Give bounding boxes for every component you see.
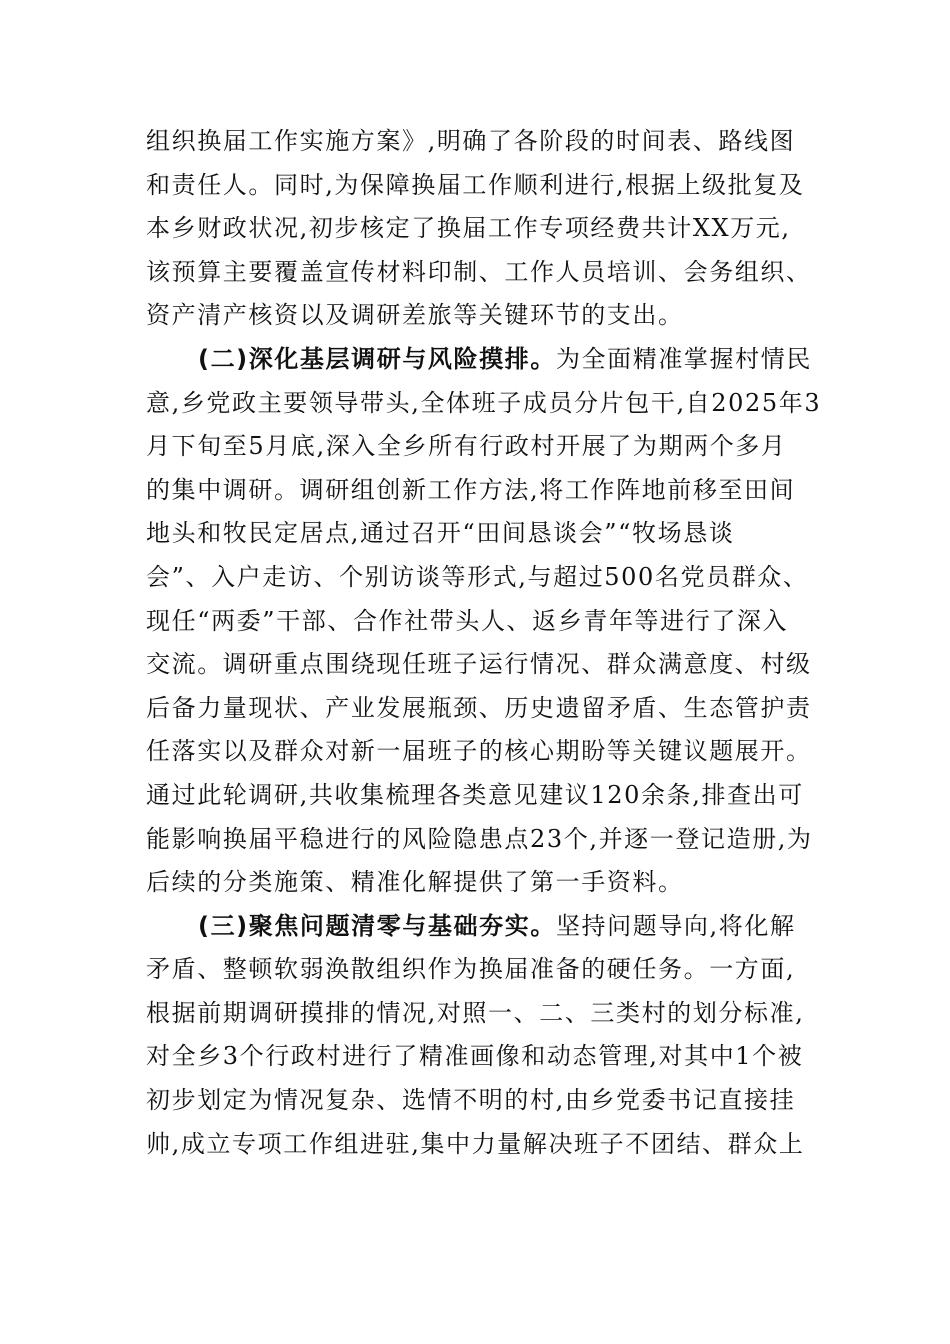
body-text-line [146, 643, 826, 687]
line-text: 资产清产核资以及调研差旅等关键环节的支出。 [146, 301, 684, 330]
line-text: 后续的分类施策、精准化解提供了第一手资料。 [146, 868, 684, 897]
body-text-line [146, 294, 826, 338]
body-text-line [146, 425, 826, 469]
line-text: 交流。调研重点围绕现任班子运行情况、群众满意度、村级 [146, 650, 812, 679]
body-text-line [146, 469, 826, 513]
body-text-line [146, 730, 826, 774]
line-text: 的集中调研。调研组创新工作方法,将工作阵地前移至田间 [146, 475, 796, 504]
body-text-line [146, 818, 826, 862]
line-text: 帅,成立专项工作组进驻,集中力量解决班子不团结、群众上 [146, 1129, 805, 1158]
line-text: 和责任人。同时,为保障换届工作顺利进行,根据上级批复及 [146, 170, 805, 199]
paragraph-heading: (二)深化基层调研与风险摸排。 [198, 344, 556, 373]
line-text: 意,乡党政主要领导带头,全体班子成员分片包干,自2025年3 [146, 388, 822, 417]
line-text: 后备力量现状、产业发展瓶颈、历史遗留矛盾、生态管护责 [146, 693, 812, 722]
line-text: 该预算主要覆盖宣传材料印制、工作人员培训、会务组织、 [146, 257, 812, 286]
line-text: 能影响换届平稳进行的风险隐患点23个,并逐一登记造册,为 [146, 824, 813, 853]
line-text: 为全面精准掌握村情民 [555, 344, 812, 373]
line-text: 通过此轮调研,共收集梳理各类意见建议120余条,排查出可 [146, 780, 804, 809]
line-text: 任落实以及群众对新一届班子的核心期盼等关键议题展开。 [146, 737, 812, 766]
line-text: 对全乡3个行政村进行了精准画像和动态管理,对其中1个被 [146, 1042, 804, 1071]
body-text-line [146, 600, 826, 644]
body-text-line [146, 251, 826, 295]
line-text: 月下旬至5月底,深入全乡所有行政村开展了为期两个多月 [146, 432, 787, 461]
body-text-line [146, 948, 826, 992]
line-text: 坚持问题导向,将化解 [555, 911, 796, 940]
paragraph-heading-line [146, 338, 826, 382]
document-body [146, 120, 826, 1166]
body-text-line [146, 120, 826, 164]
line-text: 初步划定为情况复杂、选情不明的村,由乡党委书记直接挂 [146, 1086, 796, 1115]
line-text: 会”、入户走访、个别访谈等形式,与超过500名党员群众、 [146, 562, 809, 591]
line-text: 根据前期调研摸排的情况,对照一、二、三类村的划分标准, [146, 998, 805, 1027]
body-text-line [146, 774, 826, 818]
body-text-line [146, 382, 826, 426]
line-text: 地头和牧民定居点,通过召开“田间恳谈会”“牧场恳谈 [146, 519, 735, 548]
paragraph-heading-line [146, 905, 826, 949]
body-text-line [146, 687, 826, 731]
line-text: 矛盾、整顿软弱涣散组织作为换届准备的硬任务。一方面, [146, 955, 796, 984]
line-text: 现任“两委”干部、合作社带头人、返乡青年等进行了深入 [146, 606, 789, 635]
line-text: 组织换届工作实施方案》,明确了各阶段的时间表、路线图 [146, 127, 796, 155]
body-text-line [146, 556, 826, 600]
line-text: 本乡财政状况,初步核定了换届工作专项经费共计XX万元, [146, 214, 791, 243]
body-text-line [146, 1123, 826, 1167]
body-text-line [146, 1079, 826, 1123]
body-text-line [146, 207, 826, 251]
body-text-line [146, 164, 826, 208]
body-text-line [146, 861, 826, 905]
body-text-line [146, 1035, 826, 1079]
paragraph-heading: (三)聚焦问题清零与基础夯实。 [198, 911, 556, 940]
body-text-line [146, 512, 826, 556]
body-text-line [146, 992, 826, 1036]
